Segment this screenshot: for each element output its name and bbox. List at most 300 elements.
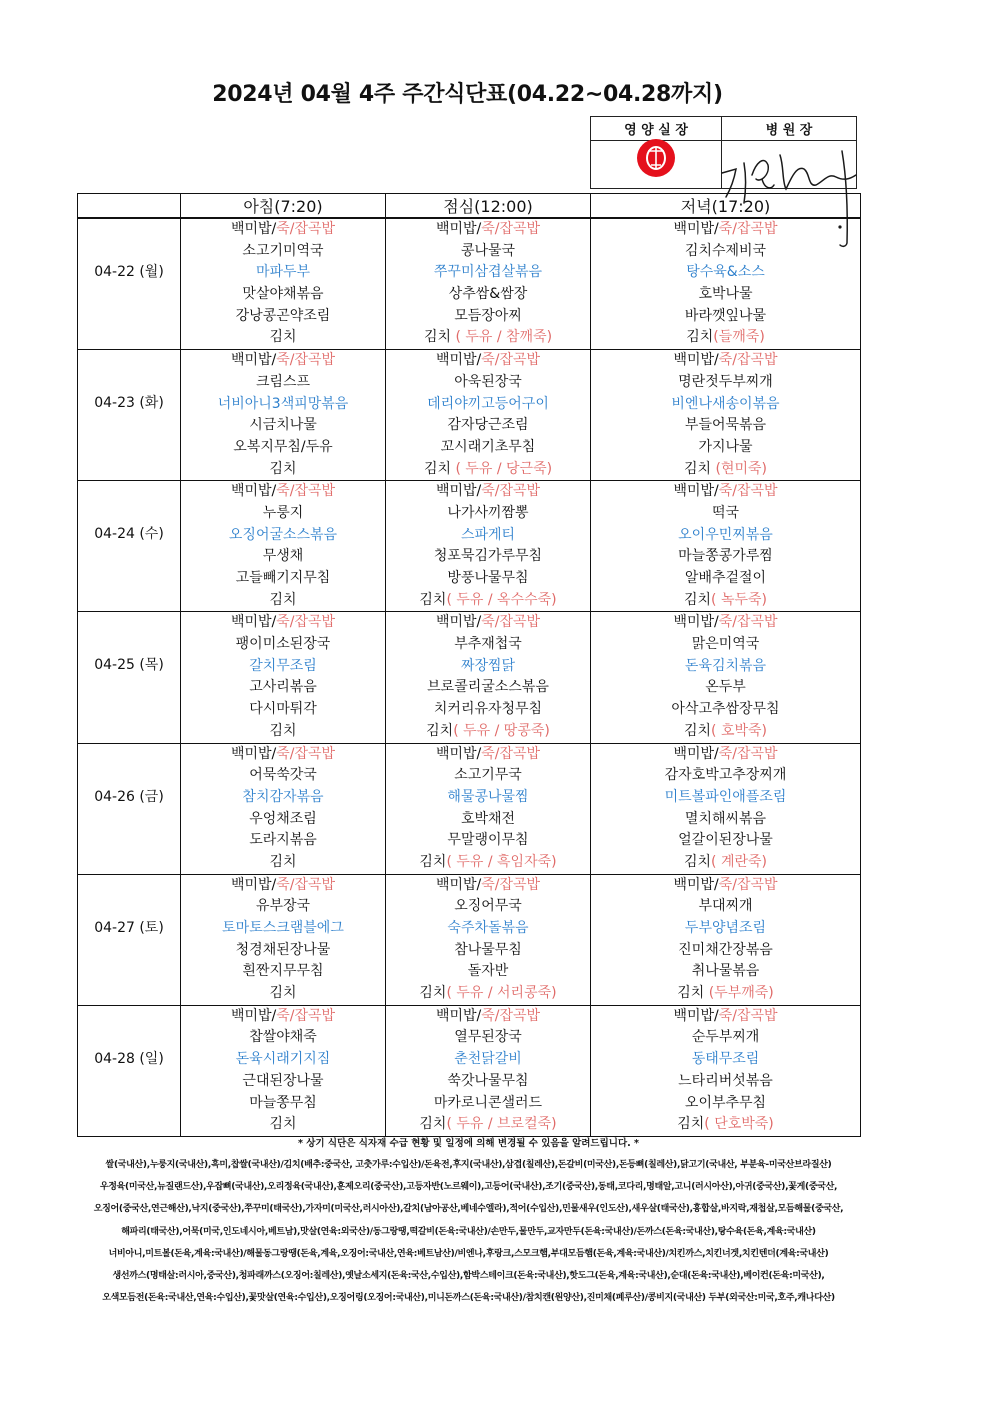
side-dish-text: 소고기미역국: [242, 242, 324, 259]
porridge-option: (들깨죽): [713, 329, 765, 346]
day-row: [78, 350, 861, 481]
day-row: [78, 1005, 861, 1136]
side-dish-text: 청포묵김가루무침: [433, 548, 543, 565]
rice-options-line: [181, 481, 385, 503]
kimchi-line-text: 김치: [269, 1116, 297, 1133]
side-dish-text: 얼갈이된장나물: [678, 832, 773, 849]
side-dish-text: 소고기무국: [454, 767, 522, 784]
side-dish: [591, 677, 860, 699]
main-dish: [386, 787, 590, 809]
rice-options-line-text: 백미밥/: [673, 745, 719, 762]
side-dish-text: 바라깻잎나물: [684, 307, 767, 324]
side-dish: [181, 940, 385, 962]
rice-options-line: [386, 744, 590, 766]
main-dish: [591, 394, 860, 416]
main-dish-text: 마파두부: [255, 264, 311, 281]
porridge-multigrain-option: 죽/잡곡밥: [481, 1007, 541, 1024]
side-dish: [591, 940, 860, 962]
main-dish: [181, 656, 385, 678]
kimchi-line-text: 김치: [269, 329, 297, 346]
dinner-cell: [591, 1005, 861, 1136]
side-dish-text: 온두부: [705, 679, 746, 696]
date-cell: [78, 350, 181, 481]
main-dish-text: 비엔나새송이볶음: [671, 395, 780, 412]
side-dish: [181, 634, 385, 656]
side-dish-text: 팽이미소된장국: [235, 636, 331, 653]
rice-options-line-text: 백미밥/: [435, 1007, 482, 1024]
main-dish-text: 갈치무조림: [249, 657, 317, 674]
rice-options-line: [386, 350, 590, 372]
main-dish: [591, 262, 860, 284]
breakfast-cell: [181, 1005, 386, 1136]
side-dish-text: 아삭고추쌈장무침: [671, 701, 780, 718]
side-dish: [181, 896, 385, 918]
porridge-multigrain-option: 죽/잡곡밥: [276, 745, 336, 762]
main-dish: [386, 1049, 590, 1071]
porridge-multigrain-option: 죽/잡곡밥: [276, 614, 336, 631]
date-label: 04-24 (수): [94, 526, 164, 543]
side-dish-text: 방풍나물무침: [447, 570, 529, 586]
porridge-multigrain-option: 죽/잡곡밥: [718, 221, 778, 237]
side-dish: [386, 940, 590, 962]
dinner-cell: [591, 481, 861, 612]
side-dish: [386, 634, 590, 656]
kimchi-line: [181, 459, 385, 481]
kimchi-line: [591, 1114, 860, 1136]
porridge-option: (현미죽): [711, 460, 767, 477]
side-dish-text: 모듬장아찌: [454, 307, 522, 324]
side-dish: [386, 699, 590, 721]
side-dish-text: 진미채간장볶음: [678, 941, 773, 958]
side-dish: [591, 306, 860, 328]
side-dish: [181, 809, 385, 831]
porridge-multigrain-option: 죽/잡곡밥: [276, 1007, 336, 1024]
kimchi-line-text: 김치: [683, 853, 712, 870]
main-dish-text: 오징어굴소스볶음: [228, 526, 338, 543]
page-title: 2024년 04월 4주 주간식단표(04.22~04.28까지): [212, 82, 723, 107]
kimchi-line: [386, 459, 590, 481]
kimchi-line: [181, 721, 385, 743]
side-dish-text: 콩나물국: [460, 242, 516, 259]
lunch-cell: [386, 612, 591, 743]
side-dish: [591, 830, 860, 852]
ingredient-origin-list: [77, 1154, 860, 1309]
porridge-option: ( 두유 / 참깨죽): [451, 329, 553, 346]
side-dish-text: 명란젓두부찌개: [678, 373, 773, 390]
rice-options-line: [181, 612, 385, 634]
side-dish: [181, 284, 385, 306]
porridge-multigrain-option: 죽/잡곡밥: [481, 483, 541, 500]
side-dish: [181, 241, 385, 263]
date-label: 04-23 (화): [94, 395, 164, 412]
rice-options-line-text: 백미밥/: [230, 221, 277, 237]
rice-options-line-text: 백미밥/: [230, 1007, 277, 1024]
porridge-option: ( 두유 / 땅콩죽): [453, 722, 550, 739]
side-dish: [386, 896, 590, 918]
dinner-cell: [591, 218, 861, 350]
main-dish: [181, 787, 385, 809]
lunch-cell: [386, 218, 591, 350]
side-dish: [591, 1071, 860, 1093]
side-dish-text: 근대된장나물: [242, 1072, 324, 1089]
side-dish-text: 마카로니콘샐러드: [433, 1094, 543, 1111]
breakfast-cell: [181, 743, 386, 874]
rice-options-line-text: 백미밥/: [673, 614, 719, 631]
side-dish-text: 떡국: [711, 504, 740, 521]
rice-options-line: [181, 350, 385, 372]
side-dish-text: 느타리버섯볶음: [678, 1072, 773, 1089]
weekly-menu-table: [77, 193, 861, 1137]
side-dish-text: 오이부추무침: [684, 1094, 767, 1111]
date-label: 04-28 (일): [94, 1050, 164, 1067]
kimchi-line-text: 김치: [677, 985, 705, 1002]
porridge-option: (두부깨죽): [704, 985, 774, 1002]
porridge-multigrain-option: 죽/잡곡밥: [481, 876, 541, 893]
rice-options-line: [386, 481, 590, 503]
main-dish-text: 돈육시래기지짐: [235, 1051, 331, 1068]
date-cell: [78, 612, 181, 743]
side-dish-text: 나가사끼짬뽕: [447, 504, 529, 521]
rice-options-line: [591, 875, 860, 897]
kimchi-line-text: 김치: [419, 1116, 447, 1133]
side-dish-text: 상추쌈&쌈장: [448, 286, 528, 303]
main-dish: [181, 1049, 385, 1071]
side-dish: [591, 809, 860, 831]
side-dish: [386, 284, 590, 306]
dinner-cell: [591, 743, 861, 874]
date-label: 04-25 (목): [94, 657, 164, 674]
side-dish: [386, 546, 590, 568]
kimchi-line-text: 김치: [269, 722, 297, 739]
main-dish-text: 돈육김치볶음: [684, 657, 767, 674]
side-dish-text: 부대찌개: [698, 898, 753, 915]
side-dish: [181, 1093, 385, 1115]
rice-options-line: [591, 481, 860, 503]
side-dish-text: 호박나물: [698, 286, 753, 303]
side-dish: [386, 241, 590, 263]
kimchi-line: [591, 983, 860, 1005]
rice-options-line-text: 백미밥/: [230, 483, 277, 500]
porridge-option: ( 호박죽): [711, 722, 767, 739]
side-dish-text: 순두부찌개: [691, 1029, 760, 1046]
side-dish: [181, 677, 385, 699]
side-dish-text: 고들빼기지무침: [235, 570, 331, 586]
side-dish-text: 알배추겉절이: [684, 570, 767, 586]
rice-options-line: [591, 744, 860, 766]
date-cell: [78, 1005, 181, 1136]
kimchi-line: [386, 983, 590, 1005]
rice-options-line: [181, 1006, 385, 1028]
side-dish-text: 오복지무침/두유: [233, 438, 333, 455]
porridge-multigrain-option: 죽/잡곡밥: [481, 614, 541, 631]
porridge-multigrain-option: 죽/잡곡밥: [718, 876, 778, 893]
kimchi-line-text: 김치: [419, 985, 447, 1002]
side-dish-text: 부추재첩국: [454, 636, 522, 653]
side-dish: [386, 809, 590, 831]
porridge-option: ( 두유 / 흑임자죽): [446, 853, 557, 870]
main-dish-text: 춘천닭갈비: [454, 1051, 522, 1068]
side-dish: [386, 830, 590, 852]
porridge-multigrain-option: 죽/잡곡밥: [276, 352, 336, 369]
kimchi-line: [181, 1114, 385, 1136]
side-dish: [386, 437, 590, 459]
kimchi-line: [386, 327, 590, 349]
rice-options-line: [591, 219, 860, 241]
main-dish-text: 쭈꾸미삼겹살볶음: [433, 264, 543, 281]
side-dish-text: 김치수제비국: [684, 242, 767, 259]
side-dish-text: 호박채전: [460, 810, 516, 827]
side-dish: [181, 1071, 385, 1093]
stamp: [633, 136, 679, 182]
main-dish: [181, 394, 385, 416]
main-dish-text: 토마토스크램블에그: [222, 920, 344, 936]
main-dish: [181, 262, 385, 284]
rice-options-line: [181, 219, 385, 241]
lunch-header: 점심(12:00): [386, 194, 591, 219]
dinner-header: 저녁(17:20): [591, 194, 861, 219]
porridge-multigrain-option: 죽/잡곡밥: [481, 221, 541, 237]
porridge-multigrain-option: 죽/잡곡밥: [276, 221, 336, 237]
main-dish-text: 참치감자볶음: [242, 788, 324, 805]
side-dish: [181, 765, 385, 787]
kimchi-line: [181, 327, 385, 349]
kimchi-line-text: 김치: [269, 591, 297, 608]
main-dish: [591, 656, 860, 678]
day-row: [78, 218, 861, 350]
kimchi-line: [591, 327, 860, 349]
kimchi-line: [386, 721, 590, 743]
hospital-director-label: 병 원 장: [722, 117, 857, 141]
side-dish: [181, 830, 385, 852]
side-dish: [386, 1071, 590, 1093]
rice-options-line-text: 백미밥/: [673, 1007, 719, 1024]
porridge-multigrain-option: 죽/잡곡밥: [276, 876, 336, 893]
dinner-cell: [591, 874, 861, 1005]
rice-options-line: [181, 875, 385, 897]
side-dish: [591, 437, 860, 459]
side-dish-text: 다시마튀각: [249, 701, 317, 718]
main-dish: [386, 918, 590, 940]
rice-options-line-text: 백미밥/: [435, 745, 482, 762]
side-dish-text: 아욱된장국: [454, 373, 522, 390]
main-dish-text: 해물콩나물찜: [447, 788, 529, 805]
side-dish-text: 누룽지: [262, 504, 304, 521]
side-dish: [181, 437, 385, 459]
main-dish-text: 오이우민찌볶음: [678, 526, 773, 543]
rice-options-line-text: 백미밥/: [435, 483, 482, 500]
day-row: [78, 874, 861, 1005]
rice-options-line: [386, 219, 590, 241]
meal-header-row: [78, 194, 861, 219]
date-cell: [78, 743, 181, 874]
porridge-option: ( 두유 / 브로컬죽): [446, 1116, 557, 1133]
side-dish-text: 참나물무침: [454, 941, 522, 958]
side-dish-text: 브로콜리굴소스볶음: [427, 679, 549, 696]
lunch-cell: [386, 481, 591, 612]
main-dish: [181, 918, 385, 940]
side-dish-text: 마늘쫑무침: [249, 1094, 317, 1111]
side-dish-text: 흰짠지무무침: [242, 963, 324, 980]
dinner-cell: [591, 612, 861, 743]
side-dish-text: 부들어묵볶음: [684, 417, 767, 434]
origin-line: 오징어(중국산,연근해산),낙지(중국산),쭈꾸미(태국산),가자미(미국산,러시아산),갈치(남아공산,베네수엘라),적어(수입산),민물새우(인도산),새우살(태국산),홍합살,바지락,재첩살,모듬해물(중국산,: [93, 1204, 844, 1215]
side-dish: [591, 1027, 860, 1049]
nutrition-manager-label: 영 양 실 장: [591, 117, 722, 141]
rice-options-line: [386, 1006, 590, 1028]
kimchi-line: [386, 852, 590, 874]
porridge-multigrain-option: 죽/잡곡밥: [718, 483, 778, 500]
porridge-multigrain-option: 죽/잡곡밥: [718, 1007, 778, 1024]
kimchi-line: [591, 721, 860, 743]
side-dish-text: 고사리볶음: [249, 679, 317, 696]
side-dish: [591, 415, 860, 437]
side-dish-text: 감자당근조림: [447, 417, 529, 434]
rice-options-line-text: 백미밥/: [230, 876, 277, 893]
kimchi-line-text: 김치: [269, 985, 297, 1002]
rice-options-line: [181, 744, 385, 766]
side-dish: [386, 503, 590, 525]
side-dish: [386, 961, 590, 983]
main-dish-text: 두부양념조림: [684, 920, 767, 936]
side-dish: [591, 284, 860, 306]
main-dish: [591, 525, 860, 547]
kimchi-line: [591, 590, 860, 612]
kimchi-line-text: 김치: [683, 591, 712, 608]
side-dish: [386, 568, 590, 590]
side-dish: [591, 241, 860, 263]
main-dish: [386, 525, 590, 547]
main-dish-text: 짜장찜닭: [460, 657, 516, 674]
side-dish-text: 맑은미역국: [691, 636, 760, 653]
rice-options-line-text: 백미밥/: [673, 876, 719, 893]
side-dish-text: 오징어무국: [454, 898, 522, 915]
side-dish: [181, 961, 385, 983]
breakfast-cell: [181, 218, 386, 350]
main-dish-text: 너비아니3색피망볶음: [217, 395, 349, 412]
kimchi-line: [386, 1114, 590, 1136]
kimchi-line-text: 김치: [683, 722, 712, 739]
main-dish: [386, 262, 590, 284]
side-dish: [386, 415, 590, 437]
side-dish: [181, 415, 385, 437]
side-dish-text: 감자호박고추장찌개: [664, 767, 787, 784]
side-dish-text: 크림스프: [255, 373, 311, 390]
main-dish: [386, 656, 590, 678]
side-dish: [591, 896, 860, 918]
side-dish: [591, 546, 860, 568]
kimchi-line-text: 김치: [269, 853, 297, 870]
kimchi-line: [591, 459, 860, 481]
day-row: [78, 612, 861, 743]
side-dish-text: 취나물볶음: [691, 963, 760, 980]
side-dish-text: 찹쌀야채죽: [249, 1029, 317, 1046]
side-dish: [591, 568, 860, 590]
side-dish: [181, 372, 385, 394]
kimchi-line: [181, 983, 385, 1005]
day-row: [78, 743, 861, 874]
side-dish-text: 무말랭이무침: [447, 832, 529, 849]
side-dish-text: 맛살야채볶음: [242, 286, 324, 303]
side-dish-text: 도라지볶음: [249, 832, 317, 849]
side-dish-text: 강낭콩곤약조림: [235, 307, 331, 324]
date-label: 04-22 (월): [94, 264, 164, 280]
side-dish: [386, 372, 590, 394]
side-dish: [181, 699, 385, 721]
side-dish: [181, 568, 385, 590]
side-dish-text: 쑥갓나물무침: [447, 1072, 529, 1089]
rice-options-line: [591, 612, 860, 634]
menu-change-notice: * 상기 식단은 식자재 수급 현황 및 일정에 의해 변경될 수 있음을 알려드립니다. *: [297, 1138, 640, 1149]
side-dish: [591, 961, 860, 983]
kimchi-line: [181, 852, 385, 874]
porridge-option: ( 두유 / 서리콩죽): [446, 985, 557, 1002]
corner-cell: [78, 194, 181, 219]
side-dish: [591, 372, 860, 394]
side-dish: [386, 765, 590, 787]
lunch-cell: [386, 1005, 591, 1136]
kimchi-line: [591, 852, 860, 874]
kimchi-line-text: 김치: [677, 1116, 705, 1133]
porridge-multigrain-option: 죽/잡곡밥: [481, 745, 541, 762]
porridge-option: ( 단호박죽): [704, 1116, 774, 1133]
origin-line: 해파리(태국산),어묵(미국,인도네시아,베트남),맛살(연육:외국산)/동그랑땡,떡갈비(돈육:국내산)/손만두,물만두,교자만두(돈육:국내산)/돈까스(돈육:국내산),탕수육(돈육,계육:국내산): [121, 1226, 816, 1237]
kimchi-line-text: 김치: [686, 329, 714, 346]
porridge-multigrain-option: 죽/잡곡밥: [718, 352, 778, 369]
date-label: 04-26 (금): [94, 788, 164, 805]
main-dish-text: 스파게티: [460, 526, 516, 543]
origin-line: 너비아니,미트볼(돈육,계육:국내산)/해물동그랑땡(돈육,계육,오징어:국내산,연육:베트남산)/비엔나,후랑크,스모크햄,부대모듬햄(돈육,계육:국내산)/치킨까스,치킨너겟,치킨텐더(계육:국내산): [108, 1248, 829, 1259]
origin-line: 오색모듬전(돈육:국내산,연육:수입산),꽃맛살(연육:수입산),오징어링(오징어:국내산),미니돈까스(돈육:국내산)/참치캔(원양산),진미채(페루산)/콩비지(국내산) 두부(외국산:미국,호주,캐나다산): [102, 1293, 835, 1304]
menu-body: [78, 218, 861, 1136]
rice-options-line-text: 백미밥/: [673, 483, 719, 500]
rice-options-line-text: 백미밥/: [673, 221, 719, 237]
origin-line: 쌀(국내산),누룽지(국내산),흑미,찹쌀(국내산)/김치(배추:중국산, 고춧가루:수입산)/돈육전,후지(국내산),삼겹(칠레산),돈갈비(미국산),돈등뼈(칠레산),닭고기(국내산, 부분육-미국산브라질산): [105, 1160, 832, 1170]
side-dish: [386, 306, 590, 328]
side-dish-text: 청경채된장나물: [235, 941, 331, 958]
kimchi-line-text: 김치: [419, 853, 447, 870]
main-dish-text: 숙주차돌볶음: [447, 920, 529, 936]
date-cell: [78, 874, 181, 1005]
side-dish-text: 시금치나물: [249, 417, 317, 434]
side-dish-text: 돌자반: [467, 963, 509, 980]
day-row: [78, 481, 861, 612]
main-dish: [386, 394, 590, 416]
rice-options-line: [591, 1006, 860, 1028]
breakfast-header: 아침(7:20): [181, 194, 386, 219]
side-dish-text: 마늘쫑콩가루찜: [678, 548, 773, 565]
rice-options-line-text: 백미밥/: [435, 876, 482, 893]
side-dish: [181, 546, 385, 568]
side-dish-text: 꼬시래기초무침: [440, 438, 536, 455]
date-label: 04-27 (토): [94, 919, 164, 936]
side-dish: [386, 1027, 590, 1049]
side-dish: [386, 677, 590, 699]
rice-options-line: [386, 875, 590, 897]
side-dish-text: 무생채: [262, 548, 304, 565]
porridge-multigrain-option: 죽/잡곡밥: [276, 483, 336, 500]
kimchi-line-text: 김치: [426, 722, 454, 739]
porridge-multigrain-option: 죽/잡곡밥: [718, 614, 778, 631]
origin-line: 우정육(미국산,뉴질랜드산),우잡뼈(국내산),오리정육(국내산),훈제오리(중국산),고등자반(노르웨이),고등어(국내산),조기(중국산),동태,코다리,명태알,고니(러시아산),아귀(중국산),꽃게(중국산,: [99, 1182, 838, 1193]
side-dish-text: 유부장국: [255, 898, 311, 915]
porridge-multigrain-option: 죽/잡곡밥: [718, 745, 778, 762]
main-dish: [591, 787, 860, 809]
side-dish: [591, 699, 860, 721]
side-dish-text: 멸치해씨볶음: [684, 810, 767, 827]
breakfast-cell: [181, 481, 386, 612]
rice-options-line: [386, 612, 590, 634]
breakfast-cell: [181, 612, 386, 743]
